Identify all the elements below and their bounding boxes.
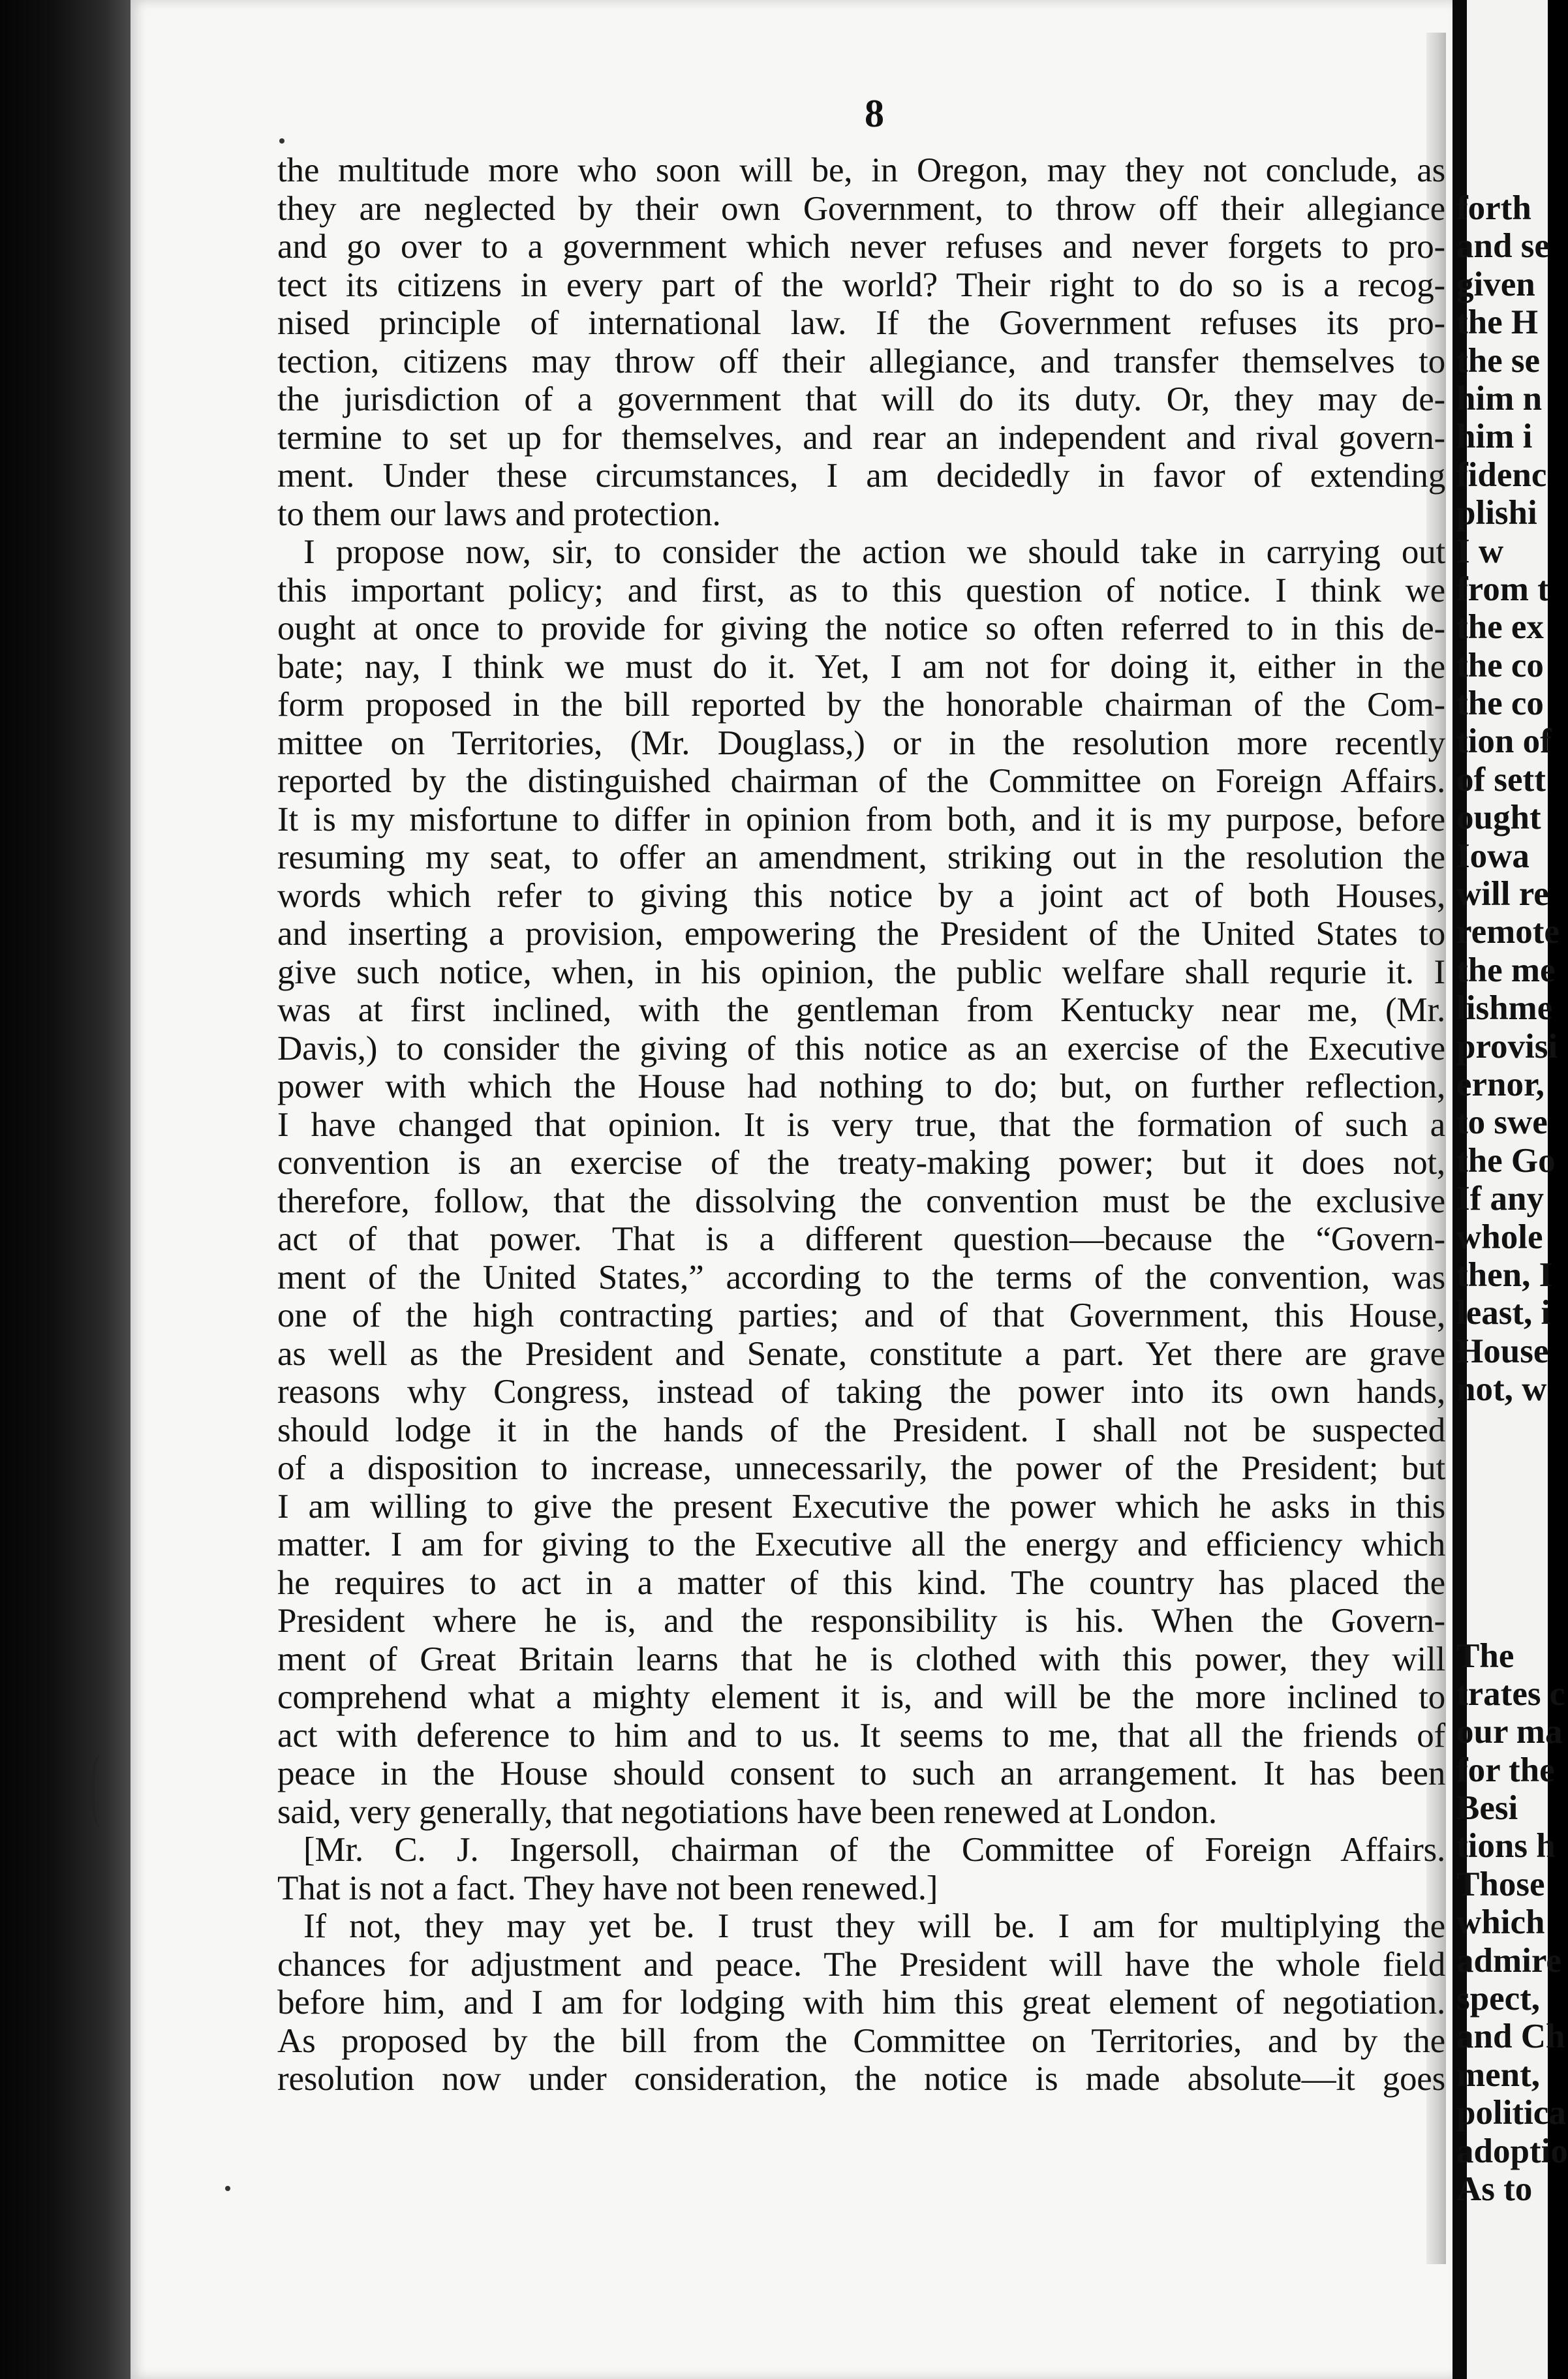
text-line: act of that power. That is a different question—because the “Govern- [277, 1220, 1445, 1258]
facing-page-line: then, I [1456, 1255, 1553, 1294]
page-number: 8 [865, 92, 884, 135]
text-line: convention is an exercise of the treaty-making power; but it does not, [277, 1144, 1445, 1182]
facing-page-line: If any [1456, 1180, 1545, 1218]
text-line: of a disposition to increase, unnecessarily, the power of the President; but [277, 1449, 1445, 1487]
text-line: and go over to a government which never refuses and never forgets to pro- [277, 228, 1445, 266]
facing-page-line: for the [1456, 1751, 1555, 1789]
facing-page-gap [1456, 1409, 1561, 1637]
facing-page-line: Iowa [1456, 836, 1530, 875]
facing-page-line: tion of [1456, 722, 1552, 761]
text-line: ment of the United States,” according to the terms of the convention, was [277, 1258, 1445, 1297]
facing-page-line: spect, [1456, 1980, 1541, 2018]
text-line: That is not a fact. They have not been renewed.] [277, 1869, 938, 1907]
facing-page-line: As to [1456, 2170, 1533, 2208]
text-line: give such notice, when, in his opinion, the public welfare shall requrie it. I [277, 953, 1445, 991]
facing-page-line: admire [1456, 1941, 1561, 1980]
facing-page-line: forth [1456, 189, 1531, 227]
text-line: bate; nay, I think we must do it. Yet, I am not for doing it, either in the [277, 647, 1445, 686]
text-line: said, very generally, that negotiations have been renewed at London. [277, 1792, 1217, 1831]
facing-page-line: the co [1456, 684, 1544, 723]
text-line: reasons why Congress, instead of taking the power into its own hands, [277, 1373, 1445, 1411]
facing-page-line: fidenc [1456, 455, 1547, 494]
text-line: nised principle of international law. If the Government refuses its pro- [277, 304, 1445, 342]
text-line: peace in the House should consent to such an arrangement. It has been [277, 1755, 1445, 1792]
text-line: and inserting a provision, empowering the President of the United States to [277, 915, 1445, 953]
facing-page-line: ment, [1456, 2055, 1541, 2094]
text-line: chances for adjustment and peace. The President will have the whole field [277, 1945, 1445, 1984]
text-line: matter. I am for giving to the Executive all the energy and efficiency which [277, 1526, 1445, 1563]
text-line: this important policy; and first, as to this question of notice. I think we [277, 571, 1445, 609]
facing-page-line: provisi [1456, 1027, 1558, 1066]
text-line: If not, they may yet be. I trust they will be. I am for multiplying the [303, 1907, 1445, 1945]
facing-page-line: him i [1456, 418, 1533, 456]
facing-page-line: not, w [1456, 1370, 1547, 1409]
facing-page-line: him n [1456, 379, 1543, 418]
text-line: mittee on Territories, (Mr. Douglass,) or in the resolution more recently [277, 724, 1445, 762]
facing-page-line: tions h [1456, 1827, 1556, 1865]
text-line: resuming my seat, to offer an amendment, striking out in the resolution the [277, 838, 1445, 876]
facing-page-line: which [1456, 1903, 1545, 1942]
facing-page-line: adoptio [1456, 2132, 1568, 2170]
text-line: [Mr. C. J. Ingersoll, chairman of the Committee of Foreign Affairs. [303, 1831, 1445, 1869]
facing-page-line: remote [1456, 913, 1560, 951]
text-line: I propose now, sir, to consider the action we should take in carrying out [303, 533, 1445, 571]
text-line: words which refer to giving this notice by a joint act of both Houses, [277, 876, 1445, 915]
text-line: before him, and I am for lodging with him this great element of negotiation. [277, 1984, 1445, 2021]
text-line: resolution now under consideration, the notice is made absolute—it goes [277, 2060, 1445, 2098]
facing-page-line: and Ch [1456, 2018, 1565, 2056]
facing-page-line: the se [1456, 341, 1541, 380]
text-line: to them our laws and protection. [277, 495, 721, 533]
text-line: as well as the President and Senate, constitute a part. Yet there are grave [277, 1334, 1445, 1373]
facing-page-line: the Go [1456, 1141, 1556, 1180]
facing-page-line: whole [1456, 1218, 1543, 1256]
facing-page-line: ought [1456, 799, 1541, 837]
text-line: ment of Great Britain learns that he is clothed with this power, they will [277, 1640, 1445, 1678]
text-line: act with deference to him and to us. It seems to me, that all the friends of [277, 1716, 1445, 1755]
facing-page-text [1456, 189, 1568, 2208]
text-line: tection, citizens may throw off their allegiance, and transfer themselves to [277, 342, 1445, 380]
text-line: one of the high contracting parties; and of that Government, this House, [277, 1297, 1445, 1334]
body-text [277, 151, 1445, 2098]
text-line: It is my misfortune to differ in opinion from both, and it is my purpose, before [277, 800, 1445, 838]
text-line: should lodge it in the hands of the President. I shall not be suspected [277, 1411, 1445, 1449]
facing-page-line: Besi [1456, 1789, 1518, 1828]
facing-page-line: the me [1456, 951, 1556, 989]
scan-border-left [0, 0, 131, 2379]
text-line: the multitude more who soon will be, in Oregon, may they not conclude, as [277, 151, 1445, 189]
facing-page-line: given [1456, 265, 1535, 303]
facing-page-line: the co [1456, 646, 1544, 684]
text-line: I have changed that opinion. It is very true, that the formation of such a [277, 1105, 1445, 1144]
text-line: they are neglected by their own Government, to throw off their allegiance [277, 189, 1445, 228]
facing-page-line: ernor, [1456, 1065, 1545, 1103]
facing-page-line: plishi [1456, 494, 1537, 532]
facing-page-line: the ex [1456, 608, 1544, 647]
text-line: tect its citizens in every part of the world? Their right to do so is a recog- [277, 266, 1445, 304]
text-line: form proposed in the bill reported by the honorable chairman of the Com- [277, 686, 1445, 724]
text-line: Davis,) to consider the giving of this notice as an exercise of the Executive [277, 1029, 1445, 1067]
facing-page-line: from t [1456, 570, 1549, 608]
facing-page-line: lishme [1456, 989, 1553, 1028]
text-line: reported by the distinguished chairman of the Committee on Foreign Affairs. [277, 762, 1445, 800]
facing-page-line: least, i [1456, 1294, 1551, 1332]
facing-page-line: will re [1456, 875, 1549, 913]
text-line: the jurisdiction of a government that will do its duty. Or, they may de- [277, 380, 1445, 418]
text-line: As proposed by the bill from the Committee on Territories, and by the [277, 2021, 1445, 2060]
text-line: power with which the House had nothing to do; but, on further reflection, [277, 1067, 1445, 1105]
stray-mark [225, 2186, 230, 2191]
text-line: ment. Under these circumstances, I am decidedly in favor of extending [277, 457, 1445, 495]
facing-page-line: I w [1456, 532, 1504, 570]
text-line: was at first inclined, with the gentleman from Kentucky near me, (Mr. [277, 991, 1445, 1029]
stray-mark [279, 138, 284, 144]
text-line: I am willing to give the present Executive the power which he asks in this [277, 1487, 1445, 1526]
text-line: termine to set up for themselves, and rear an independent and rival govern- [277, 418, 1445, 457]
facing-page-line: our ma [1456, 1713, 1563, 1751]
facing-page-line: of sett [1456, 760, 1546, 799]
facing-page-line: the H [1456, 303, 1539, 342]
text-line: comprehend what a mighty element it is, and will be the more inclined to [277, 1678, 1445, 1716]
facing-page-line: politica [1456, 2094, 1566, 2132]
facing-page-line: House [1456, 1332, 1549, 1370]
margin-bracket-mark [91, 1755, 114, 1827]
facing-page-line: and se [1456, 227, 1550, 266]
facing-page-line: to swe [1456, 1103, 1548, 1142]
facing-page-line: The [1456, 1636, 1514, 1675]
facing-page-line: trates c [1456, 1674, 1565, 1713]
facing-page-line: Those [1456, 1865, 1545, 1903]
text-line: President where he is, and the responsibility is his. When the Govern- [277, 1602, 1445, 1640]
text-line: therefore, follow, that the dissolving the convention must be the exclusive [277, 1182, 1445, 1220]
text-line: ought at once to provide for giving the notice so often referred to in this de- [277, 609, 1445, 647]
text-line: he requires to act in a matter of this kind. The country has placed the [277, 1563, 1445, 1602]
